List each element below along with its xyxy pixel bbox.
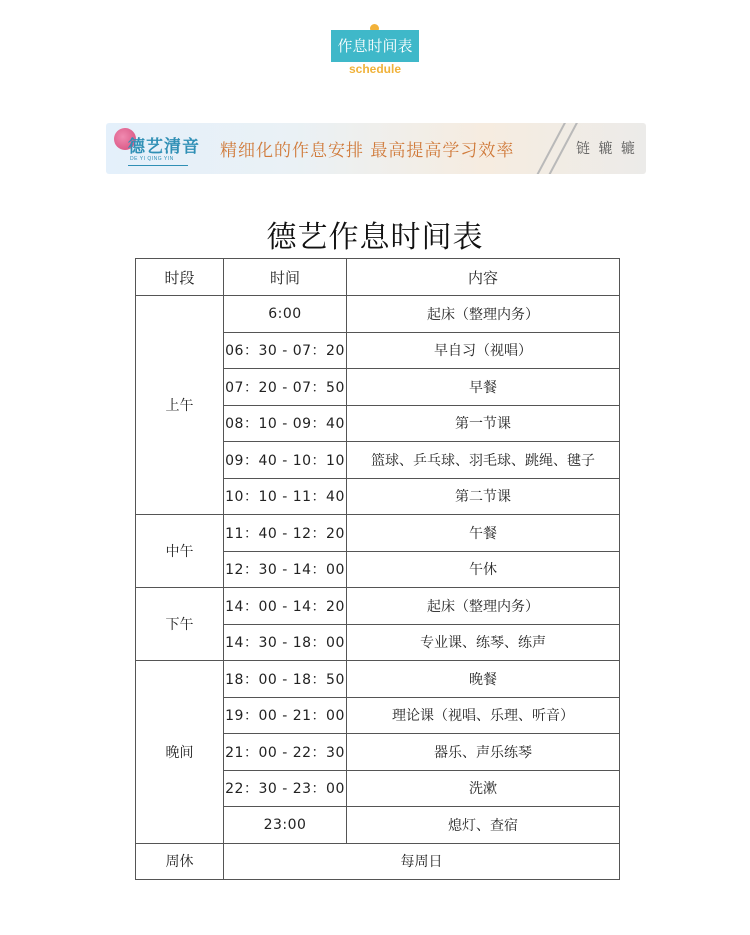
page-title: 德艺作息时间表: [266, 220, 484, 255]
brand-logo-subtext: DE YI QING YIN: [130, 156, 174, 162]
content-cell: 晚餐: [347, 661, 620, 698]
header-period: 时段: [136, 259, 224, 296]
brand-logo-text: 德艺清音: [128, 137, 200, 157]
content-cell: 洗漱: [347, 770, 620, 807]
time-cell: 08：10 - 09：40: [224, 405, 347, 442]
content-cell: 第一节课: [347, 405, 620, 442]
weekend-content-cell: 每周日: [224, 843, 620, 880]
banner-slogan: 精细化的作息安排 最高提高学习效率: [220, 141, 515, 161]
time-cell: 6:00: [224, 296, 347, 333]
period-cell-weekend: 周休: [136, 843, 224, 880]
time-cell: 14：30 - 18：00: [224, 624, 347, 661]
content-cell: 起床（整理内务）: [347, 296, 620, 333]
period-cell-morning: 上午: [136, 296, 224, 515]
content-cell: 熄灯、查宿: [347, 807, 620, 844]
time-cell: 22：30 - 23：00: [224, 770, 347, 807]
period-cell-evening: 晚间: [136, 661, 224, 844]
period-cell-noon: 中午: [136, 515, 224, 588]
content-cell: 理论课（视唱、乐理、听音）: [347, 697, 620, 734]
content-cell: 早自习（视唱）: [347, 332, 620, 369]
content-cell: 起床（整理内务）: [347, 588, 620, 625]
time-cell: 06：30 - 07：20: [224, 332, 347, 369]
table-row: [136, 588, 620, 625]
content-cell: 专业课、练琴、练声: [347, 624, 620, 661]
time-cell: 07：20 - 07：50: [224, 369, 347, 406]
period-cell-afternoon: 下午: [136, 588, 224, 661]
time-cell: 12：30 - 14：00: [224, 551, 347, 588]
banner-right-text: 链 辘 辘: [576, 141, 637, 157]
schedule-badge-subtitle: schedule: [348, 62, 402, 76]
time-cell: 21：00 - 22：30: [224, 734, 347, 771]
promo-banner: [106, 123, 646, 174]
header-content: 内容: [347, 259, 620, 296]
table-row: [136, 515, 620, 552]
content-cell: 第二节课: [347, 478, 620, 515]
time-cell: 14：00 - 14：20: [224, 588, 347, 625]
time-cell: 23:00: [224, 807, 347, 844]
logo-underline: [128, 165, 188, 166]
time-cell: 09：40 - 10：10: [224, 442, 347, 479]
table-header-row: [136, 259, 620, 296]
content-cell: 篮球、乒乓球、羽毛球、跳绳、毽子: [347, 442, 620, 479]
content-cell: 器乐、声乐练琴: [347, 734, 620, 771]
time-cell: 18：00 - 18：50: [224, 661, 347, 698]
schedule-table: [135, 258, 620, 880]
content-cell: 午休: [347, 551, 620, 588]
time-cell: 11：40 - 12：20: [224, 515, 347, 552]
table-row-weekend: [136, 843, 620, 880]
content-cell: 早餐: [347, 369, 620, 406]
header-time: 时间: [224, 259, 347, 296]
time-cell: 10：10 - 11：40: [224, 478, 347, 515]
content-cell: 午餐: [347, 515, 620, 552]
schedule-badge: 作息时间表: [331, 30, 419, 62]
table-row: [136, 296, 620, 333]
table-row: [136, 661, 620, 698]
time-cell: 19：00 - 21：00: [224, 697, 347, 734]
